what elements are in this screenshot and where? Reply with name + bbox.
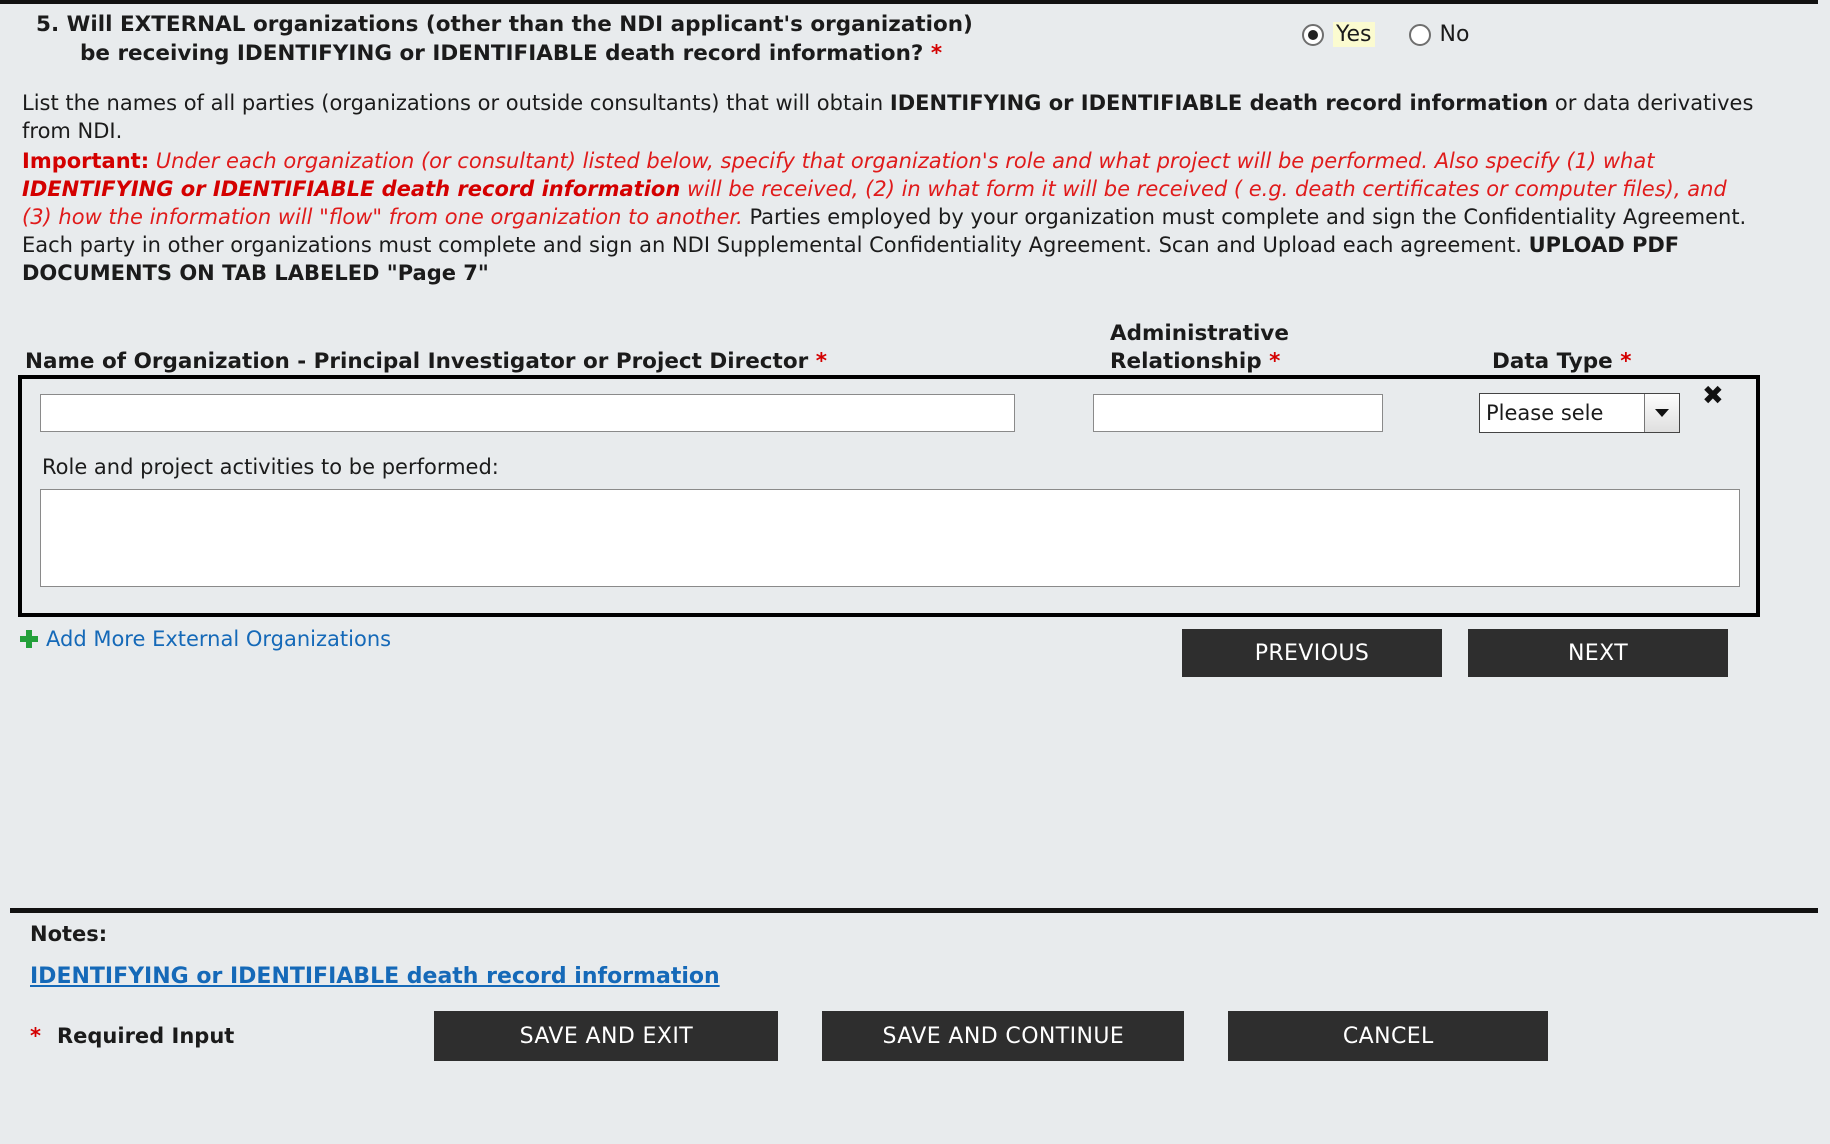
required-input-note	[30, 1024, 234, 1048]
instructions-p1-b: IDENTIFYING or IDENTIFIABLE death record information	[889, 91, 1549, 116]
question-line2-wrap	[36, 39, 1262, 68]
notes-divider	[10, 908, 1820, 913]
footer-button-group	[434, 1011, 1548, 1061]
radio-yes-label: Yes	[1333, 22, 1375, 47]
save-and-continue-button[interactable]: SAVE AND CONTINUE	[822, 1011, 1184, 1061]
instructions-p1-c: or data derivatives from NDI.	[22, 91, 1754, 143]
instructions-p2-a: Under each organization (or consultant) listed below, specify that organization's role and what project will be performed. Also specify (1) what	[149, 148, 1655, 173]
question-line1: Will EXTERNAL organizations (other than the NDI applicant's organization)	[66, 12, 973, 37]
cancel-button[interactable]: CANCEL	[1228, 1011, 1548, 1061]
save-and-exit-button[interactable]: SAVE AND EXIT	[434, 1011, 778, 1061]
next-button[interactable]: NEXT	[1468, 629, 1728, 677]
important-label: Important:	[22, 148, 150, 173]
organization-row	[40, 381, 1738, 433]
instructions-p1-a: List the names of all parties (organizations or outside consultants) that will obtain	[22, 91, 890, 116]
radio-no-label: No	[1439, 22, 1470, 47]
instructions-p2-b: IDENTIFYING or IDENTIFIABLE death record information	[22, 176, 681, 201]
close-icon[interactable]: ✖	[1702, 381, 1724, 412]
question-line2: be receiving IDENTIFYING or IDENTIFIABLE death record information?	[80, 41, 924, 67]
required-asterisk: *	[930, 41, 943, 67]
notes-title: Notes:	[30, 922, 108, 946]
administrative-relationship-input[interactable]	[1093, 394, 1383, 432]
column-header-name-star: *	[815, 348, 827, 374]
radio-option-yes[interactable]	[1302, 22, 1375, 47]
instructions-block	[22, 90, 1762, 287]
role-label: Role and project activities to be performed:	[42, 455, 499, 480]
right-edge-filler	[1818, 0, 1830, 1144]
radio-option-no[interactable]	[1409, 22, 1470, 47]
required-input-star: *	[30, 1024, 41, 1048]
previous-button[interactable]: PREVIOUS	[1182, 629, 1442, 677]
required-input-text: Required Input	[56, 1024, 235, 1048]
footer-row	[30, 1011, 1810, 1061]
radio-no-indicator[interactable]	[1409, 24, 1431, 46]
column-header-admin-line2: Relationship	[1110, 348, 1262, 374]
column-header-name	[25, 348, 827, 376]
column-header-admin	[1110, 320, 1340, 376]
column-header-data-type-text: Data Type	[1492, 348, 1613, 374]
column-header-name-text: Name of Organization - Principal Investigator or Project Director	[25, 348, 809, 374]
data-type-select-value: Please sele	[1486, 401, 1604, 426]
instructions-p2-c: will be received, (2) in what form it will be received ( e.g. death certificates or computer files), and (3) how the information will "flow" from one organization to another.	[22, 176, 1727, 229]
organization-name-input[interactable]	[40, 394, 1015, 432]
notes-definition-link[interactable]: IDENTIFYING or IDENTIFIABLE death record information	[30, 964, 720, 989]
instructions-paragraph-2	[22, 148, 1762, 288]
bottom-edge-filler	[0, 1118, 1830, 1144]
column-header-data-type	[1492, 348, 1631, 376]
notes-section	[30, 922, 1810, 1061]
add-more-external-organizations-link[interactable]: Add More External Organizations	[46, 627, 392, 652]
column-header-admin-line2-wrap	[1110, 348, 1340, 376]
instructions-p2-e: UPLOAD PDF DOCUMENTS ON TAB LABELED "Page 7"	[22, 232, 1680, 285]
instructions-p2-d: Parties employed by your organization must complete and sign the Confidentiality Agreement. Each party in other organizations must complete and sign an NDI Supplemental Confidentiality Agreement. Scan and Upload each agreement.	[22, 204, 1747, 257]
radio-yes-indicator[interactable]	[1302, 24, 1324, 46]
column-header-admin-line1: Administrative	[1110, 320, 1289, 346]
instructions-paragraph-1	[22, 90, 1762, 146]
question-row	[22, 4, 1768, 68]
form-content	[0, 4, 1790, 677]
plus-icon	[20, 630, 38, 648]
column-headers	[22, 313, 1768, 375]
question-text	[22, 10, 1262, 68]
external-organization-entry	[18, 375, 1760, 617]
role-activities-textarea[interactable]	[40, 489, 1740, 587]
chevron-down-icon[interactable]	[1644, 394, 1679, 432]
question-number: 5.	[36, 12, 60, 37]
column-header-data-type-star: *	[1620, 348, 1632, 374]
yes-no-radio-group	[1302, 22, 1469, 47]
column-header-admin-star: *	[1269, 348, 1281, 374]
data-type-select[interactable]	[1479, 393, 1680, 433]
